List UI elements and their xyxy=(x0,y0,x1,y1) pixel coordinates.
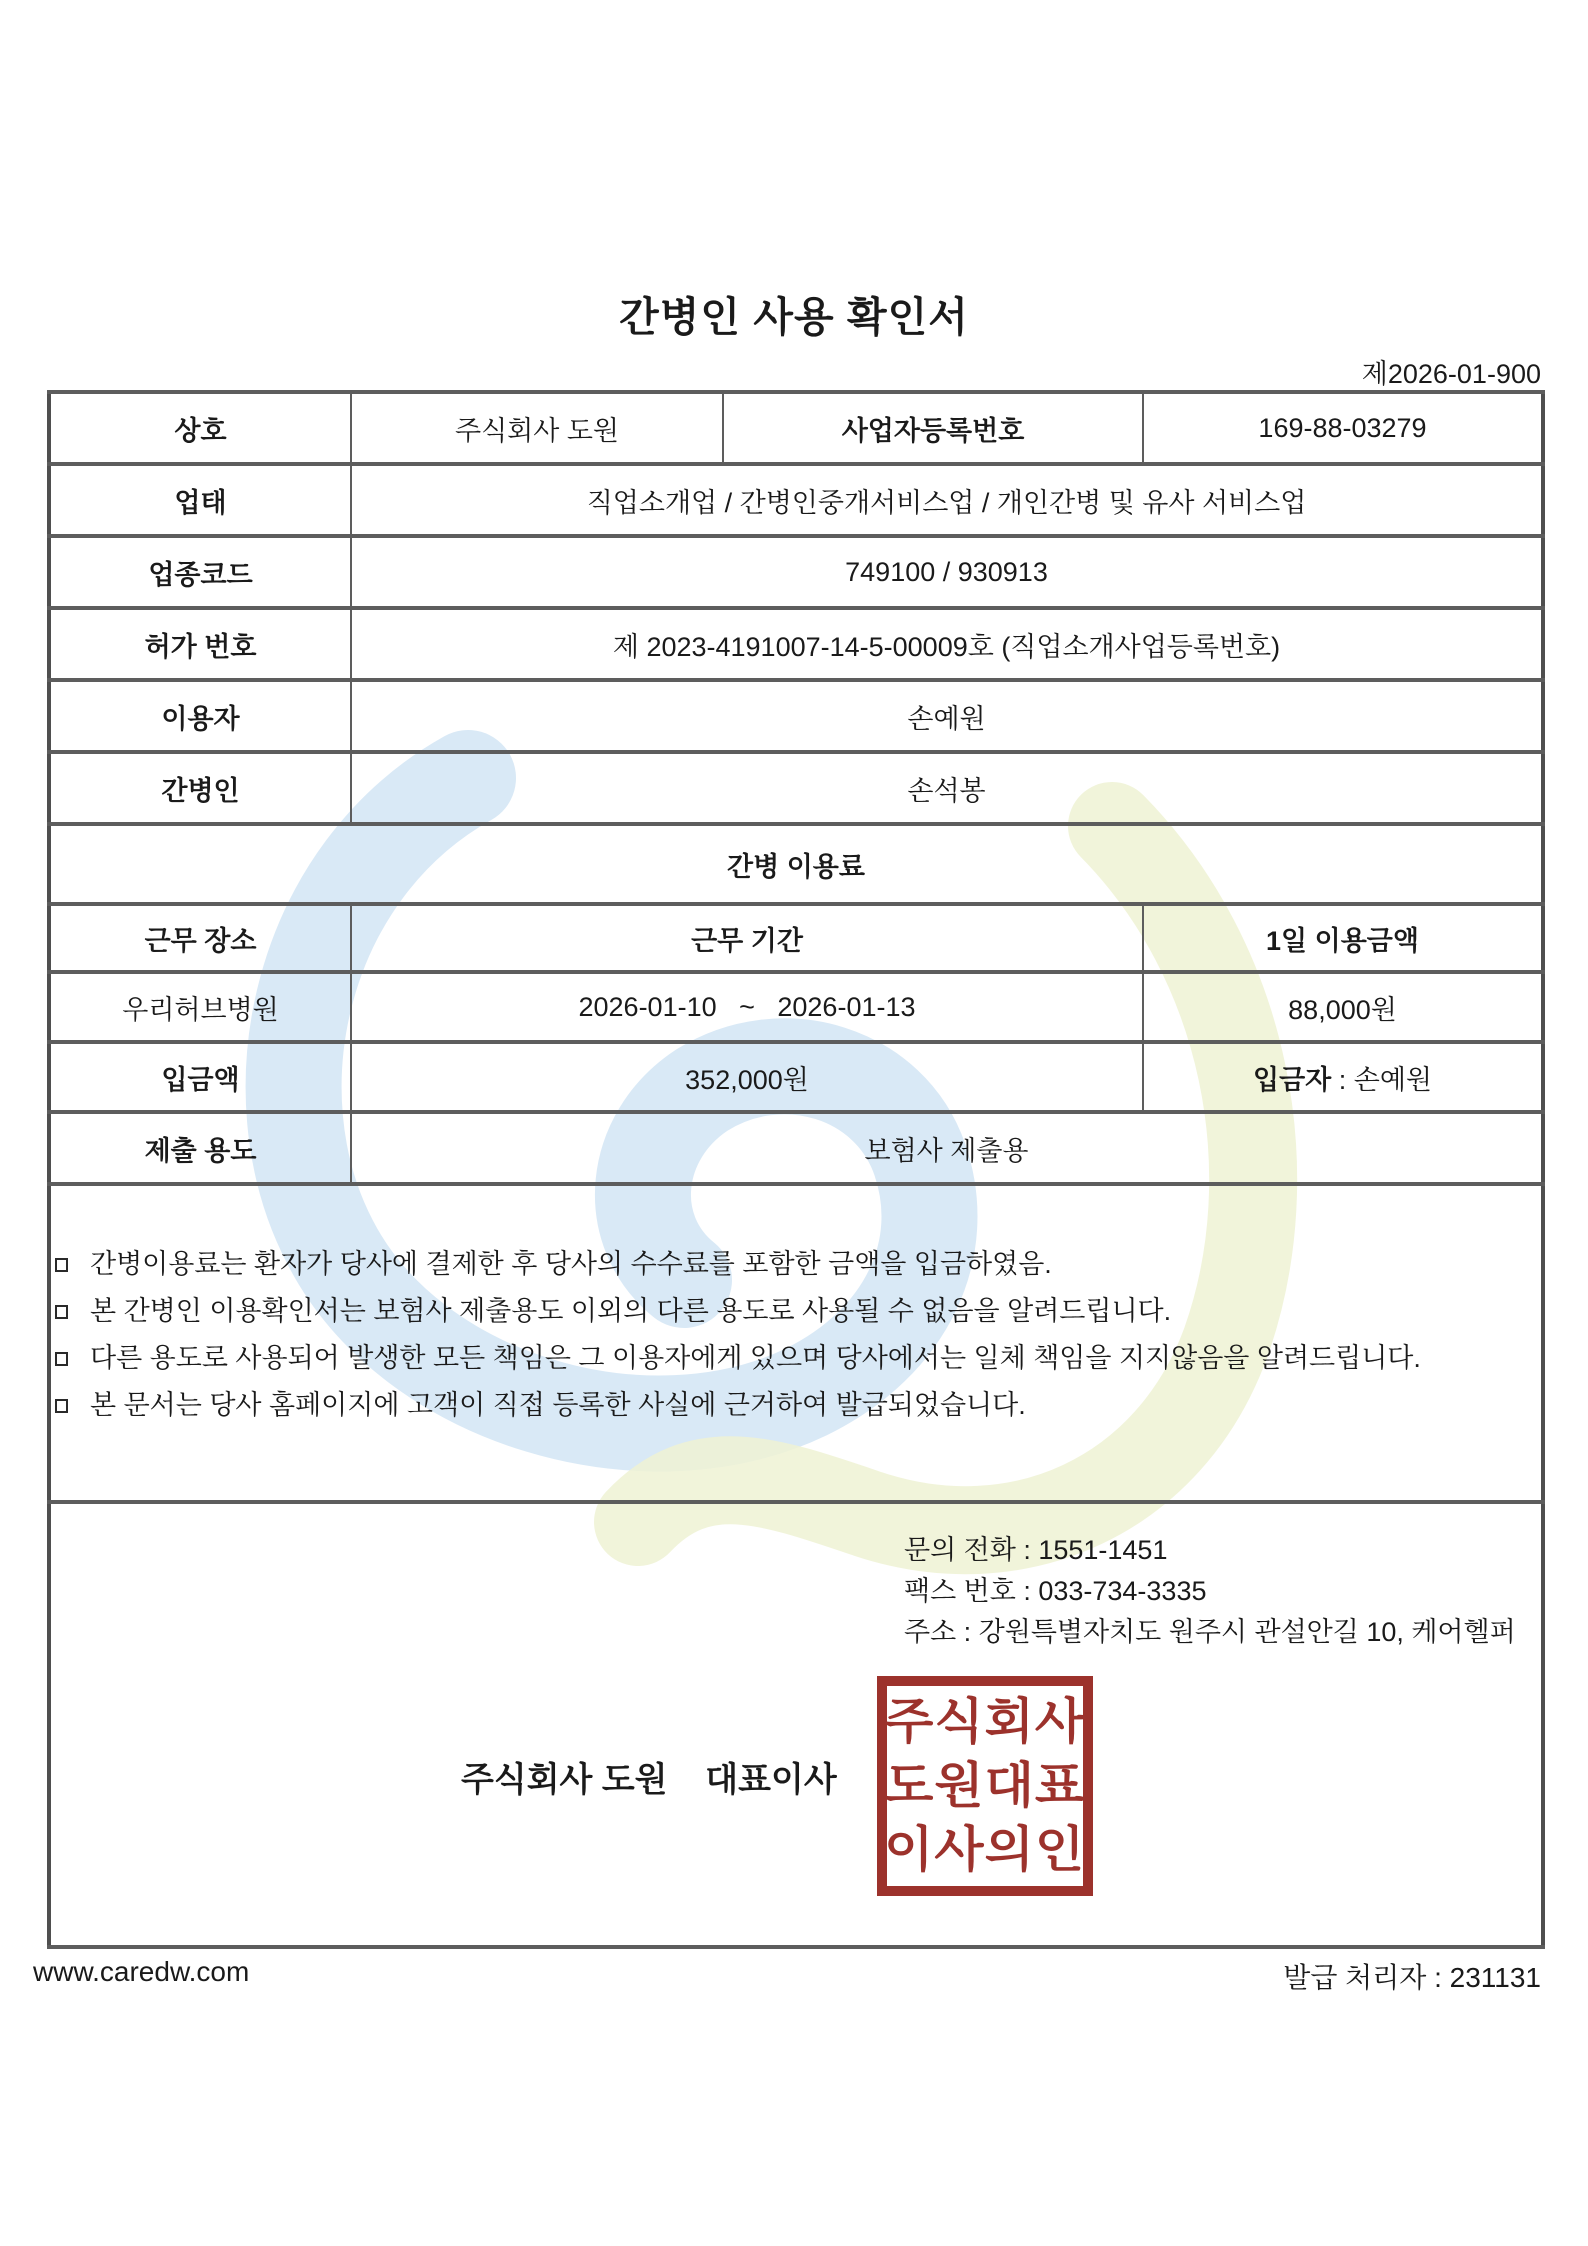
deposit-label: 입금액 xyxy=(49,1042,351,1112)
row-biz-type xyxy=(49,464,1543,536)
note-text: 간병이용료는 환자가 당사에 결제한 후 당사의 수수료를 포함한 금액을 입금하였음. xyxy=(90,1249,1052,1279)
document-number: 제2026-01-900 xyxy=(1361,359,1541,389)
row-caregiver xyxy=(49,752,1543,824)
row-user xyxy=(49,680,1543,752)
daily-amount-header: 1일 이용금액 xyxy=(1143,904,1543,972)
seal-text-line: 도원대표 xyxy=(884,1757,1086,1814)
depositor-cell xyxy=(1143,1042,1543,1112)
note-item xyxy=(51,1296,1541,1326)
row-industry-code xyxy=(49,536,1543,608)
user-label: 이용자 xyxy=(49,680,351,752)
user-value: 손예원 xyxy=(351,680,1543,752)
notes-cell xyxy=(49,1184,1543,1502)
confirmation-table xyxy=(47,390,1545,1949)
row-deposit xyxy=(49,1042,1543,1112)
row-fee-data xyxy=(49,972,1543,1042)
seal-text-line: 주식회사 xyxy=(884,1693,1086,1750)
work-place-value: 우리허브병원 xyxy=(49,972,351,1042)
row-fee-header xyxy=(49,904,1543,972)
deposit-value: 352,000원 xyxy=(351,1042,1143,1112)
caregiver-label: 간병인 xyxy=(49,752,351,824)
depositor-value: 손예원 xyxy=(1353,1064,1432,1095)
contact-address: 주소 : 강원특별자치도 원주시 관설안길 10, 케어헬퍼 xyxy=(904,1617,1516,1647)
company-label: 상호 xyxy=(49,392,351,464)
corporate-seal-stamp xyxy=(877,1676,1093,1896)
note-text: 다른 용도로 사용되어 발생한 모든 책임은 그 이용자에게 있으며 당사에서는 일체 책임을 지지않음을 알려드립니다. xyxy=(90,1343,1421,1373)
biz-type-value: 직업소개업 / 간병인중개서비스업 / 개인간병 및 유사 서비스업 xyxy=(351,464,1543,536)
square-bullet-icon xyxy=(55,1305,68,1319)
biz-type-label: 업태 xyxy=(49,464,351,536)
note-item xyxy=(51,1249,1541,1279)
row-fee-section-title xyxy=(49,824,1543,904)
row-company xyxy=(49,392,1543,464)
contact-block xyxy=(904,1530,1516,1653)
row-permit-number xyxy=(49,608,1543,680)
industry-code-value: 749100 / 930913 xyxy=(351,536,1543,608)
depositor-label: 입금자 xyxy=(1252,1064,1332,1095)
contact-signature-cell xyxy=(49,1502,1543,1947)
website-url: www.caredw.com xyxy=(33,1956,250,1987)
company-signature-line: 주식회사 도원 대표이사 xyxy=(461,1761,837,1799)
caregiver-value: 손석봉 xyxy=(351,752,1543,824)
square-bullet-icon xyxy=(55,1399,68,1413)
depositor-separator: : xyxy=(1331,1064,1354,1095)
seal-text-line: 이사의인 xyxy=(884,1821,1086,1878)
permit-label: 허가 번호 xyxy=(49,608,351,680)
work-period-header: 근무 기간 xyxy=(351,904,1143,972)
permit-value: 제 2023-4191007-14-5-00009호 (직업소개사업등록번호) xyxy=(351,608,1543,680)
square-bullet-icon xyxy=(55,1258,68,1272)
page-title: 간병인 사용 확인서 xyxy=(619,294,969,340)
daily-amount-value: 88,000원 xyxy=(1143,972,1543,1042)
biz-no-value: 169-88-03279 xyxy=(1143,392,1543,464)
issuer-id: 발급 처리자 : 231131 xyxy=(1283,1962,1541,1993)
row-notes xyxy=(49,1184,1543,1502)
biz-no-label: 사업자등록번호 xyxy=(723,392,1143,464)
work-period-value: 2026-01-10 ~ 2026-01-13 xyxy=(351,972,1143,1042)
company-value: 주식회사 도원 xyxy=(351,392,723,464)
note-text: 본 문서는 당사 홈페이지에 고객이 직접 등록한 사실에 근거하여 발급되었습니다. xyxy=(90,1390,1026,1420)
industry-code-label: 업종코드 xyxy=(49,536,351,608)
square-bullet-icon xyxy=(55,1352,68,1366)
purpose-value: 보험사 제출용 xyxy=(351,1112,1543,1184)
note-text: 본 간병인 이용확인서는 보험사 제출용도 이외의 다른 용도로 사용될 수 없음을 알려드립니다. xyxy=(90,1296,1172,1326)
row-contact-signature xyxy=(49,1502,1543,1947)
purpose-label: 제출 용도 xyxy=(49,1112,351,1184)
fee-section-title: 간병 이용료 xyxy=(49,824,1543,904)
contact-fax: 팩스 번호 : 033-734-3335 xyxy=(904,1576,1207,1606)
work-place-header: 근무 장소 xyxy=(49,904,351,972)
row-purpose xyxy=(49,1112,1543,1184)
contact-phone: 문의 전화 : 1551-1451 xyxy=(904,1535,1168,1565)
note-item xyxy=(51,1390,1541,1420)
note-item xyxy=(51,1343,1541,1373)
